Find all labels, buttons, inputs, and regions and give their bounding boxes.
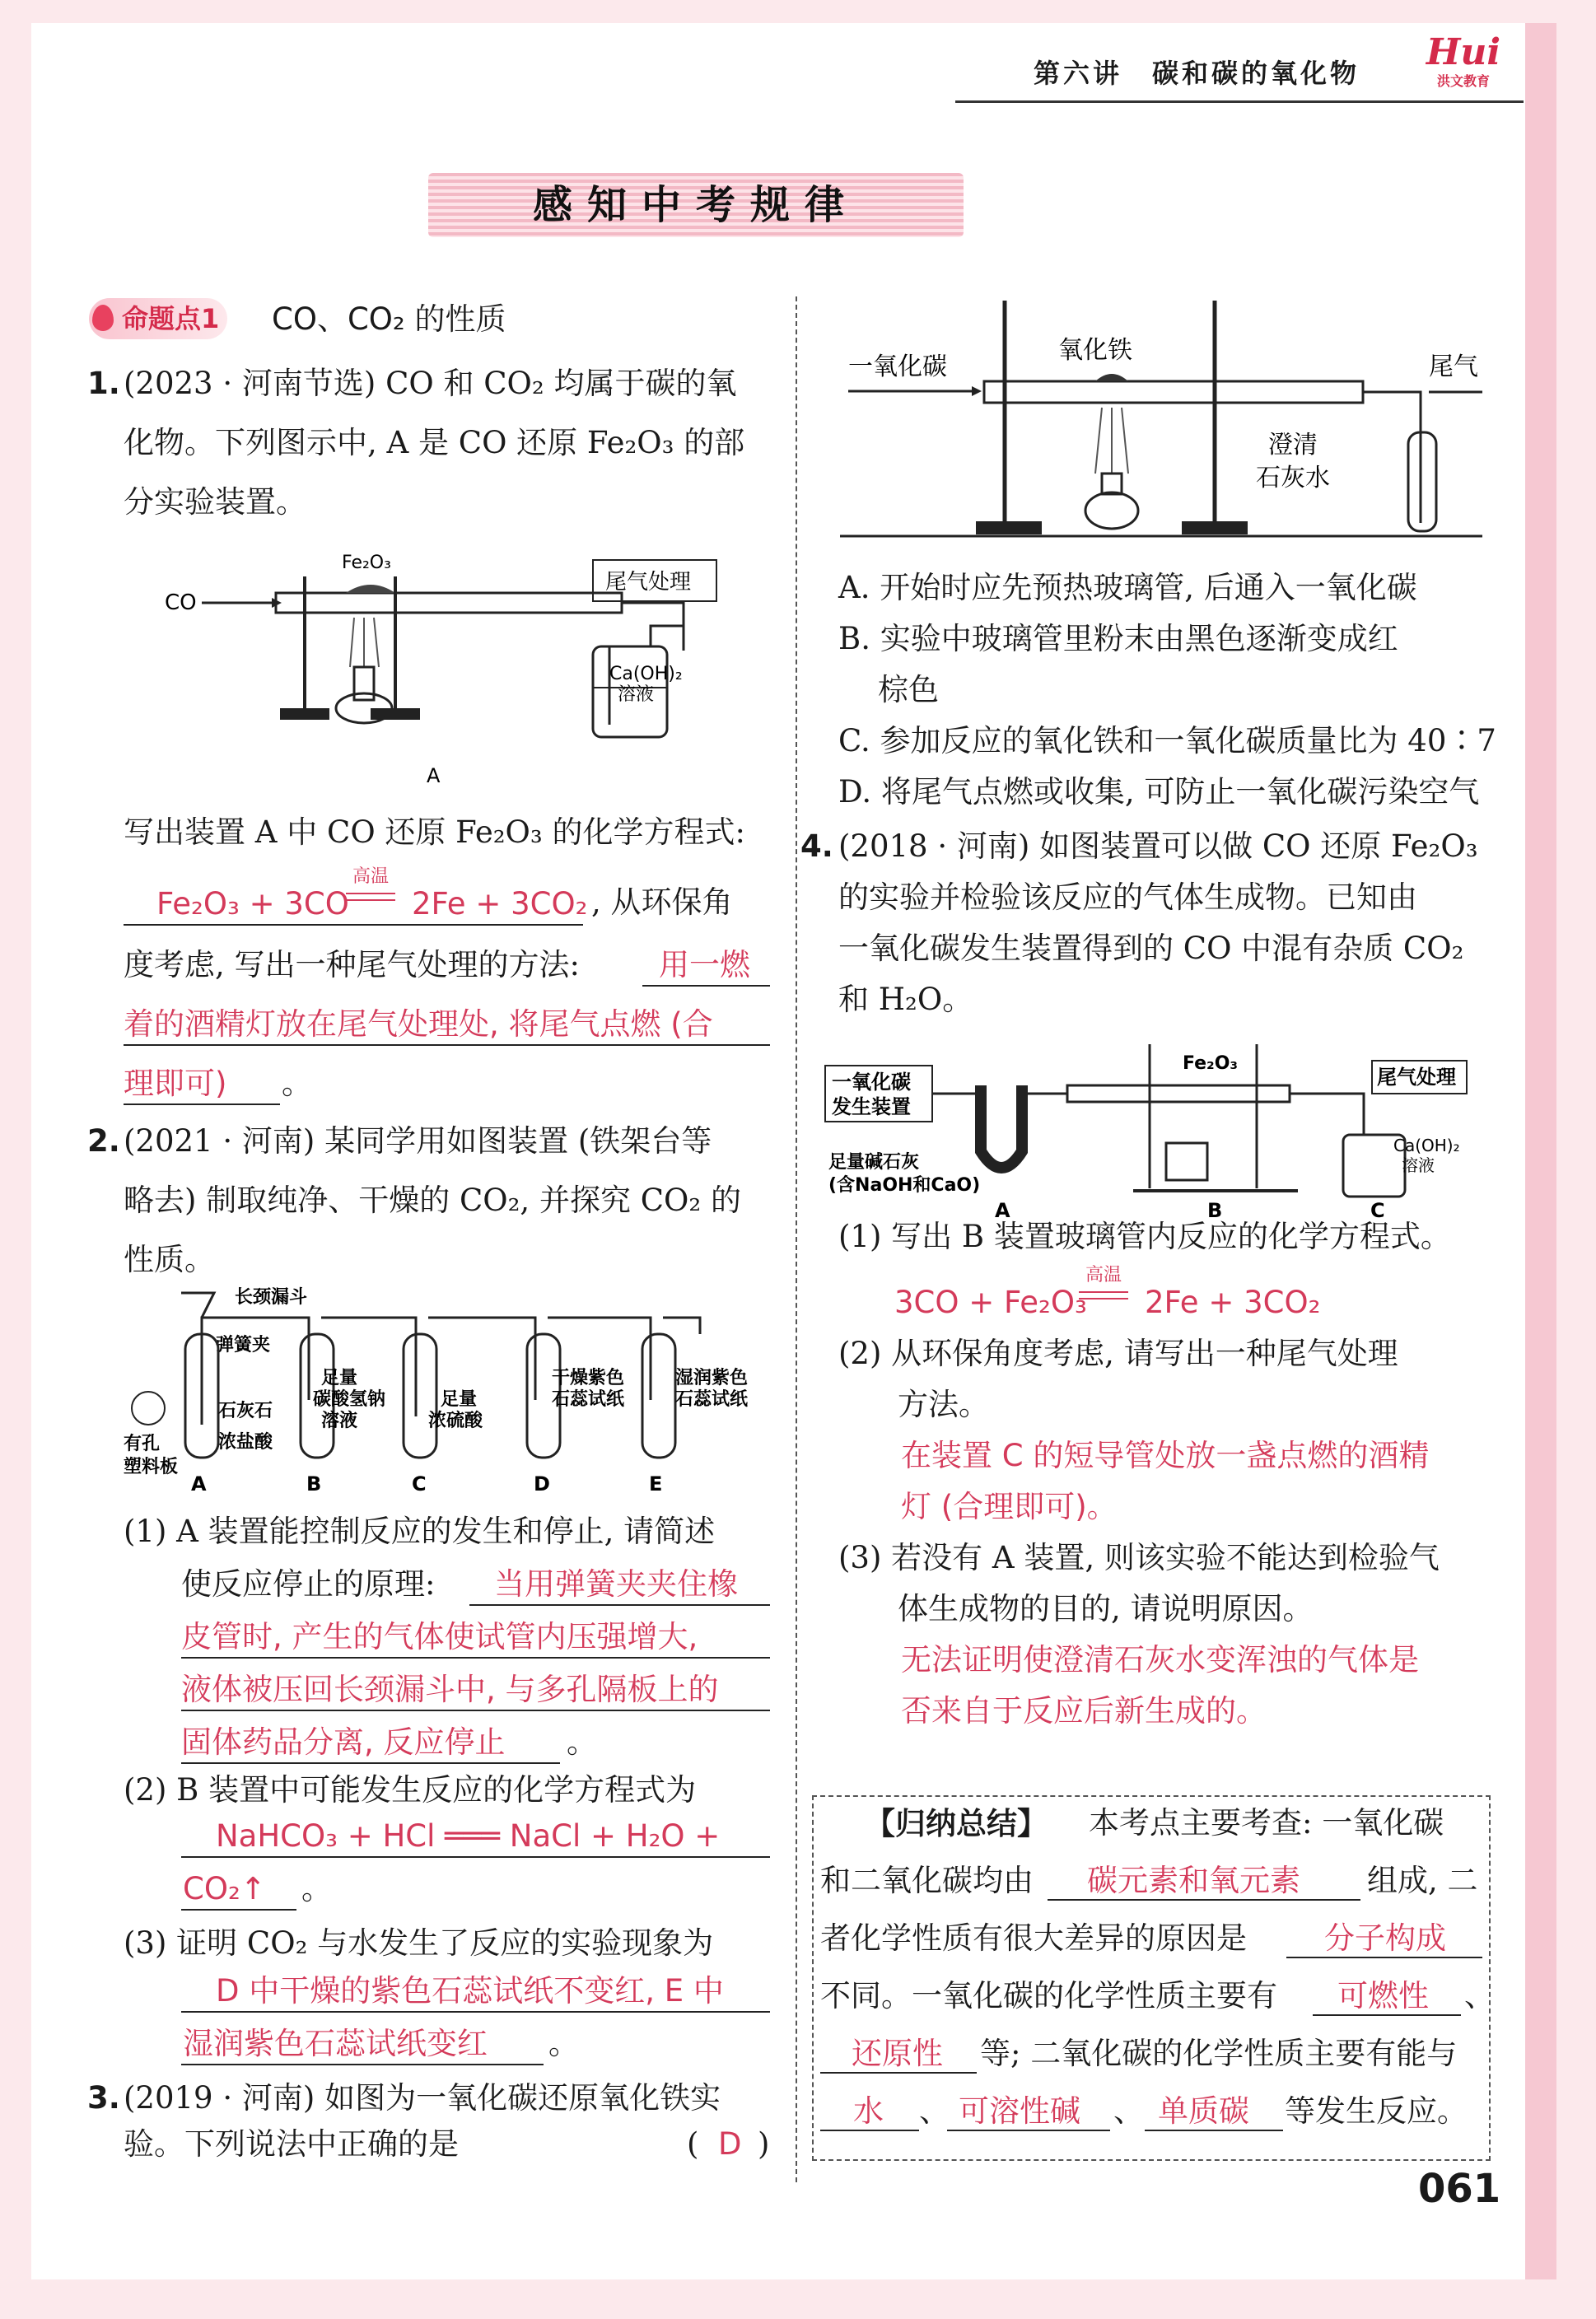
section-title: CO、CO₂ 的性质 (272, 301, 506, 337)
q3-paren-open: ( (687, 2126, 699, 2162)
q4-line-2: 的实验并检验该反应的气体生成物。已知由 (838, 880, 1417, 915)
q2-p3-underline-1 (181, 2011, 770, 2013)
q3-answer: D (718, 2126, 742, 2162)
q1-ans2-underline1 (642, 985, 770, 987)
stand-base-right (371, 708, 420, 720)
fig4-fe2o3-label: Fe₂O₃ (1183, 1053, 1239, 1074)
q1-eq-condition: 高温 (352, 866, 390, 887)
q1-eq-left: Fe₂O₃ + 3CO (156, 886, 349, 922)
q2-apparatus-figure (124, 1285, 782, 1499)
q3-option-d: D. 将尾气点燃或收集, 可防止一氧化碳污染空气 (838, 774, 1480, 810)
q1-line-2: 化物。下列图示中, A 是 CO 还原 Fe₂O₃ 的部 (124, 425, 745, 460)
q4-apparatus-figure (820, 1044, 1496, 1234)
q2-p1-line2: 使反应停止的原理: (181, 1566, 436, 1602)
fig3-co-label: 一氧化碳 (848, 352, 947, 381)
fig-b-label-1: 足量 (321, 1368, 358, 1388)
banner-title: 感知中考规律 (532, 182, 859, 228)
fig4-lamp (1166, 1143, 1207, 1180)
q4-p1-eq-condition: 高温 (1085, 1265, 1122, 1285)
fig3-lamp-neck (1102, 474, 1122, 494)
q2-p2-line: (2) B 装置中可能发生反应的化学方程式为 (124, 1772, 697, 1808)
fig3-base-right (1182, 521, 1248, 534)
summary-ans-7: 单质碳 (1158, 2093, 1249, 2129)
q1-ask-equation: 写出装置 A 中 CO 还原 Fe₂O₃ 的化学方程式: (124, 814, 745, 850)
summary-underline-3 (1313, 2014, 1461, 2016)
q2-p1-ans-4: 固体药品分离, 反应停止 (181, 1724, 506, 1760)
q2-p1-end: 。 (567, 1724, 597, 1760)
q1-line-1: (2023 · 河南节选) CO 和 CO₂ 均属于碳的氧 (124, 366, 737, 401)
fig-b-label-2: 碳酸氢钠 (313, 1389, 386, 1410)
page-number: 061 (1418, 2166, 1501, 2212)
summary-text-2b: 组成, 二 (1367, 1863, 1478, 1898)
summary-text-5: 等; 二氧化碳的化学性质主要有能与 (980, 2036, 1458, 2071)
drop-icon (92, 305, 114, 331)
fig3-lamp (1085, 492, 1138, 529)
summary-sep-1: 、 (919, 2093, 950, 2129)
fig-funnel-label: 长颈漏斗 (235, 1287, 308, 1308)
tube-c (404, 1334, 436, 1458)
q4-p3-line-1: (3) 若没有 A 装置, 则该实验不能达到检验气 (838, 1540, 1440, 1575)
q2-line-2: 略去) 制取纯净、干燥的 CO₂, 并探究 CO₂ 的 (124, 1183, 741, 1218)
tube-e (642, 1334, 675, 1458)
q4-line-3: 一氧化碳发生装置得到的 CO 中混有杂质 CO₂ (838, 931, 1464, 966)
q2-number: 2. (87, 1123, 120, 1159)
fig3-fe-label: 氧化铁 (1058, 336, 1132, 365)
page-edge-bar (1525, 23, 1556, 2279)
q2-p3-ans-1: D 中干燥的紫色石蕊试纸不变红, E 中 (216, 1973, 724, 2009)
q2-p1-ans-1: 当用弹簧夹夹住橡 (494, 1566, 738, 1602)
fig4-gen-label-2: 发生装置 (832, 1095, 911, 1118)
q2-p1-underline-4 (181, 1762, 560, 1764)
fig3-tail-label: 尾气 (1429, 352, 1478, 381)
fig-label-b: B (306, 1472, 322, 1495)
summary-text-4a: 不同。一氧化碳的化学性质主要有 (820, 1978, 1277, 2013)
fig4-caoh-label: Ca(OH)₂ (1393, 1136, 1460, 1155)
fig-plate-label-2: 塑料板 (124, 1457, 179, 1477)
q1-ask2-line2: 度考虑, 写出一种尾气处理的方法: (124, 947, 580, 982)
summary-underline-1 (1048, 1899, 1360, 1901)
plastic-plate-icon (132, 1392, 165, 1425)
fig-label-a: A (191, 1472, 207, 1495)
summary-underline-5 (820, 2130, 919, 2131)
q2-p1-underline-1 (469, 1604, 770, 1606)
q1-eq-underline (124, 924, 583, 926)
q1-number: 1. (87, 366, 120, 401)
summary-text-6: 等发生反应。 (1285, 2093, 1468, 2129)
q2-p1-ans-3: 液体被压回长颈漏斗中, 与多孔隔板上的 (181, 1672, 719, 1707)
q2-p3-underline-2 (181, 2064, 544, 2065)
fig-c-label-2: 浓硫酸 (428, 1411, 483, 1431)
fig-acid-label: 浓盐酸 (218, 1432, 273, 1453)
q1-ans2-underline3 (124, 1104, 280, 1105)
q2-p1-line1: (1) A 装置能控制反应的发生和停止, 请简述 (124, 1514, 716, 1549)
q2-p3-end: 。 (548, 2026, 579, 2061)
summary-sep-2: 、 (1113, 2093, 1144, 2129)
q1-eq-sign-bottom (346, 899, 395, 901)
q4-p1-eq-left: 3CO + Fe₂O₃ (894, 1285, 1087, 1320)
fig-d-label-2: 石蕊试纸 (552, 1389, 625, 1410)
summary-ans-6: 可溶性碱 (959, 2093, 1080, 2129)
summary-underline-7 (1145, 2130, 1283, 2131)
summary-underline-2 (1286, 1957, 1482, 1958)
fig4-tail-label: 尾气处理 (1377, 1066, 1456, 1089)
q4-p3-line-2: 体生成物的目的, 请说明原因。 (898, 1591, 1314, 1626)
fig4-sol-label: 溶液 (1402, 1155, 1435, 1175)
fig3-test-tube (1408, 432, 1436, 531)
column-divider (796, 296, 797, 2182)
fig-e-label-2: 石蕊试纸 (675, 1389, 749, 1410)
fig4-gen-label-1: 一氧化碳 (832, 1071, 911, 1094)
q1-apparatus-figure (156, 544, 749, 791)
q1-eq-sign-top (346, 893, 395, 894)
fig4-lime-label-1: 足量碱石灰 (828, 1152, 920, 1173)
fig4-label-b: B (1207, 1199, 1223, 1222)
q4-line-4: 和 H₂O。 (838, 982, 973, 1017)
summary-text-1: 本考点主要考查: 一氧化碳 (1089, 1805, 1444, 1841)
q1-ask2-line1: , 从环保角 (591, 884, 733, 920)
fig3-lw-label-2: 石灰水 (1256, 464, 1330, 492)
stand-base-left (280, 708, 329, 720)
q4-eq-sign-top (1079, 1291, 1128, 1293)
fig3-outlet (1363, 392, 1421, 523)
fig-solution-label: 溶液 (618, 684, 655, 705)
q2-p1-underline-3 (181, 1710, 770, 1711)
fig-label-e: E (649, 1472, 663, 1495)
fig-caption-a: A (427, 764, 441, 787)
fig-clip-label: 弹簧夹 (216, 1335, 271, 1355)
fig-d-label-1: 干燥紫色 (552, 1368, 625, 1388)
q2-p2-underline-1 (181, 1856, 770, 1858)
q1-ans2-line1: 用一燃 (659, 947, 750, 982)
fig4-outlet (1290, 1094, 1364, 1135)
q3-option-c: C. 参加反应的氧化铁和一氧化碳质量比为 40∶7 (838, 723, 1496, 758)
q3-apparatus-figure (840, 301, 1499, 548)
logo-text: 洪文教育 (1436, 73, 1490, 89)
section-banner (428, 173, 964, 237)
q4-p3-ans-2: 否来自于反应后新生成的。 (901, 1693, 1267, 1729)
publisher-logo (1418, 31, 1509, 92)
q4-eq-sign-bottom (1079, 1298, 1128, 1299)
fig3-base-left (976, 521, 1042, 534)
q3-line-1: (2019 · 河南) 如图为一氧化碳还原氧化铁实 (124, 2080, 721, 2116)
fig-plate-label-1: 有孔 (124, 1434, 161, 1454)
fig-b-label-3: 溶液 (321, 1411, 358, 1431)
fig-label-d: D (534, 1472, 550, 1495)
q4-p3-ans-1: 无法证明使澄清石灰水变浑浊的气体是 (901, 1642, 1419, 1677)
summary-underline-6 (947, 2130, 1110, 2131)
summary-text-3a: 者化学性质有很大差异的原因是 (820, 1920, 1247, 1956)
fig3-flame (1095, 408, 1128, 474)
fig-caoh-label: Ca(OH)₂ (609, 664, 683, 684)
q2-p1-ans-2: 皮管时, 产生的气体使试管内压强增大, (181, 1619, 698, 1654)
summary-underline-4 (820, 2072, 977, 2074)
glass-tube (276, 593, 622, 613)
section-tag: 命题点1 (89, 298, 227, 339)
fig4-label-c: C (1370, 1199, 1385, 1222)
summary-head: 【归纳总结】 (865, 1805, 1048, 1841)
q4-number: 4. (800, 828, 833, 864)
q2-p2-underline-2 (181, 1909, 296, 1911)
fig3-powder (1095, 374, 1128, 381)
q1-line-3: 分实验装置。 (124, 484, 306, 520)
fig-tail-label: 尾气处理 (605, 570, 692, 595)
fe2o3-powder (346, 585, 395, 593)
q4-p2-ans-2: 灯 (合理即可)。 (901, 1489, 1118, 1524)
summary-ans-1: 碳元素和氧元素 (1087, 1863, 1300, 1898)
fig-fe2o3-label: Fe₂O₃ (342, 553, 391, 573)
q3-option-b-1: B. 实验中玻璃管里粉末由黑色逐渐变成红 (838, 621, 1398, 656)
q2-line-1: (2021 · 河南) 某同学用如图装置 (铁架台等 (124, 1123, 712, 1159)
logo-mark: Hui (1426, 31, 1501, 73)
q2-p3-ans-2: 湿润紫色石蕊试纸变红 (183, 2026, 488, 2061)
fig-c-label-1: 足量 (441, 1389, 478, 1410)
q1-end-mark: 。 (282, 1066, 312, 1101)
q4-p2-line-1: (2) 从环保角度考虑, 请写出一种尾气处理 (838, 1336, 1398, 1371)
summary-text-2a: 和二氧化碳均由 (820, 1863, 1034, 1898)
q1-ans2-line2: 着的酒精灯放在尾气处理处, 将尾气点燃 (合 (124, 1006, 713, 1042)
q2-p2-end: 。 (301, 1871, 332, 1906)
fig-limestone-label: 石灰石 (218, 1401, 273, 1421)
q3-paren-close: ) (758, 2126, 770, 2162)
q4-p1-eq-right: 2Fe + 3CO₂ (1145, 1285, 1321, 1320)
summary-ans-2: 分子构成 (1324, 1920, 1446, 1956)
fig-co-label: CO (165, 590, 197, 615)
q4-p2-line-2: 方法。 (898, 1387, 989, 1422)
fig-e-label-1: 湿润紫色 (675, 1368, 749, 1388)
q1-ans2-line3: 理即可) (124, 1066, 227, 1101)
q2-p1-underline-2 (181, 1657, 770, 1659)
fig3-lw-label-1: 澄清 (1268, 431, 1318, 460)
summary-ans-3: 可燃性 (1337, 1978, 1429, 2013)
q1-ans2-underline2 (124, 1044, 770, 1046)
q4-p2-ans-1: 在装置 C 的短导管处放一盏点燃的酒精 (901, 1438, 1430, 1473)
q4-p1: (1) 写出 B 装置玻璃管内反应的化学方程式。 (838, 1219, 1451, 1254)
q3-option-a: A. 开始时应先预热玻璃管, 后通入一氧化碳 (838, 570, 1417, 605)
fig4-label-a: A (995, 1199, 1010, 1222)
fig-label-c: C (412, 1472, 427, 1495)
q1-eq-right: 2Fe + 3CO₂ (412, 886, 588, 922)
lamp-flame (350, 618, 379, 667)
summary-ans-5: 水 (853, 2093, 884, 2129)
summary-ans-4: 还原性 (852, 2036, 943, 2071)
fig3-co-arrowhead (972, 386, 982, 396)
q2-line-3: 性质。 (124, 1242, 215, 1277)
chapter-title: 第六讲 碳和碳的氧化物 (1034, 58, 1360, 89)
fig3-glass-tube (984, 381, 1363, 403)
summary-text-4b: 、 (1464, 1978, 1495, 2013)
q2-p3-line: (3) 证明 CO₂ 与水发生了反应的实验现象为 (124, 1925, 714, 1961)
q4-line-1: (2018 · 河南) 如图装置可以做 CO 还原 Fe₂O₃ (838, 828, 1478, 864)
q3-line-2: 验。下列说法中正确的是 (124, 2126, 459, 2162)
q3-option-b-2: 棕色 (878, 672, 939, 707)
q2-p2-ans-1: NaHCO₃ + HCl ═══ NaCl + H₂O + (216, 1818, 721, 1854)
fig4-u-tube (981, 1085, 1022, 1168)
q3-number: 3. (87, 2080, 120, 2116)
fig4-lime-label-2: (含NaOH和CaO) (828, 1175, 981, 1196)
q2-p2-ans-2: CO₂↑ (183, 1871, 266, 1906)
